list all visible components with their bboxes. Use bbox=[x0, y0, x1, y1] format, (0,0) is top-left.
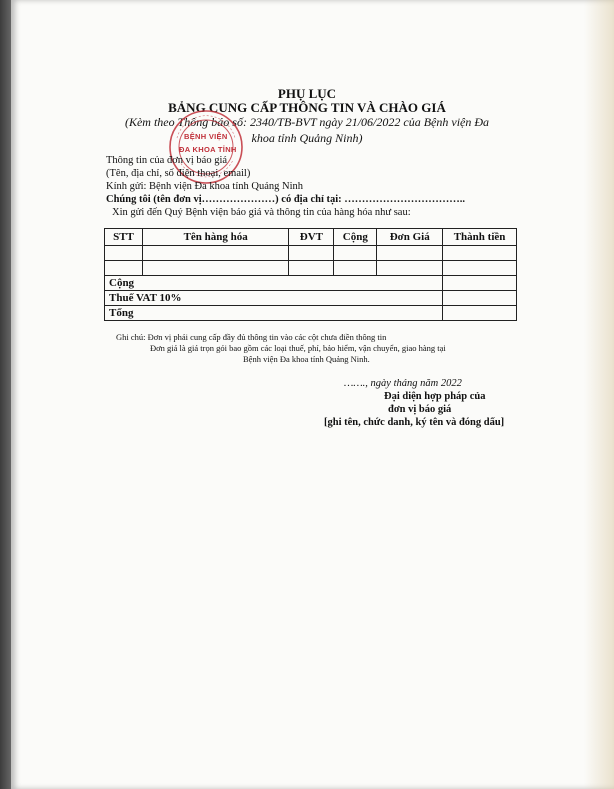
note-line1: Ghi chú: Đơn vị phải cung cấp đầy đủ thông tin vào các cột chưa điền thông tin bbox=[116, 332, 387, 342]
info-heading: Thông tin của đơn vị báo giá bbox=[106, 155, 228, 166]
doc-title-appendix: PHỤ LỤC bbox=[277, 86, 337, 101]
summary-label-subtotal: Cộng bbox=[105, 276, 443, 291]
table-cell bbox=[443, 261, 517, 276]
summary-value-vat bbox=[443, 291, 517, 306]
doc-subtitle-line1: (Kèm theo Thông báo số: 2340/TB-BVT ngày 21/06/2022 của Bệnh viện Đa bbox=[124, 115, 490, 129]
representative-line2: đơn vị báo giá bbox=[388, 404, 452, 415]
header-unit: ĐVT bbox=[289, 229, 334, 246]
table-cell bbox=[443, 246, 517, 261]
representative-line1: Đại diện hợp pháp của bbox=[384, 391, 486, 402]
header-total: Thành tiền bbox=[443, 229, 517, 246]
greeting-line: Kính gửi: Bệnh viện Đa khoa tỉnh Quảng Ninh bbox=[106, 181, 303, 192]
table-cell bbox=[289, 246, 334, 261]
doc-subtitle-line2: khoa tỉnh Quảng Ninh) bbox=[251, 131, 363, 145]
date-line: ……., ngày tháng năm 2022 bbox=[344, 378, 462, 389]
table-cell bbox=[105, 261, 143, 276]
table-cell bbox=[289, 261, 334, 276]
note-line3: Bệnh viện Đa khoa tỉnh Quảng Ninh. bbox=[243, 354, 370, 364]
table-row bbox=[105, 261, 517, 276]
quote-table bbox=[104, 228, 517, 321]
representative-line3: [ghi tên, chức danh, ký tên và đóng dấu] bbox=[324, 417, 505, 428]
summary-label-vat: Thuế VAT 10% bbox=[105, 291, 443, 306]
summary-row-vat bbox=[105, 291, 517, 306]
table-cell bbox=[334, 246, 377, 261]
company-address-line: Chúng tôi (tên đơn vị…………………) có địa chỉ tại: …………………………….. bbox=[106, 194, 466, 205]
stamp-text-line1: BỆNH VIỆN bbox=[184, 132, 228, 141]
summary-row-total bbox=[105, 306, 517, 321]
quote-intro-line: Xin gửi đến Quý Bệnh viện báo giá và thông tin của hàng hóa như sau: bbox=[112, 207, 411, 218]
summary-value-subtotal bbox=[443, 276, 517, 291]
header-item-name: Tên hàng hóa bbox=[142, 229, 288, 246]
table-cell bbox=[105, 246, 143, 261]
summary-value-total bbox=[443, 306, 517, 321]
header-quantity: Cộng bbox=[334, 229, 377, 246]
summary-label-total: Tổng bbox=[105, 306, 443, 321]
table-cell bbox=[142, 261, 288, 276]
table-header-row bbox=[105, 229, 517, 246]
table-row bbox=[105, 246, 517, 261]
table-cell bbox=[142, 246, 288, 261]
summary-row-subtotal bbox=[105, 276, 517, 291]
doc-title-main: BẢNG CUNG CẤP THÔNG TIN VÀ CHÀO GIÁ bbox=[168, 100, 446, 115]
header-unit-price: Đơn Giá bbox=[377, 229, 443, 246]
table-cell bbox=[334, 261, 377, 276]
table-cell bbox=[377, 246, 443, 261]
note-line2: Đơn giá là giá trọn gói bao gồm các loại thuế, phí, bảo hiểm, vận chuyển, giao hàng tại bbox=[150, 343, 446, 353]
stamp-text-line2: ĐA KHOA TỈNH bbox=[179, 145, 237, 154]
table-cell bbox=[377, 261, 443, 276]
header-stt: STT bbox=[105, 229, 143, 246]
info-detail: (Tên, địa chỉ, số điện thoại, email) bbox=[106, 168, 251, 179]
